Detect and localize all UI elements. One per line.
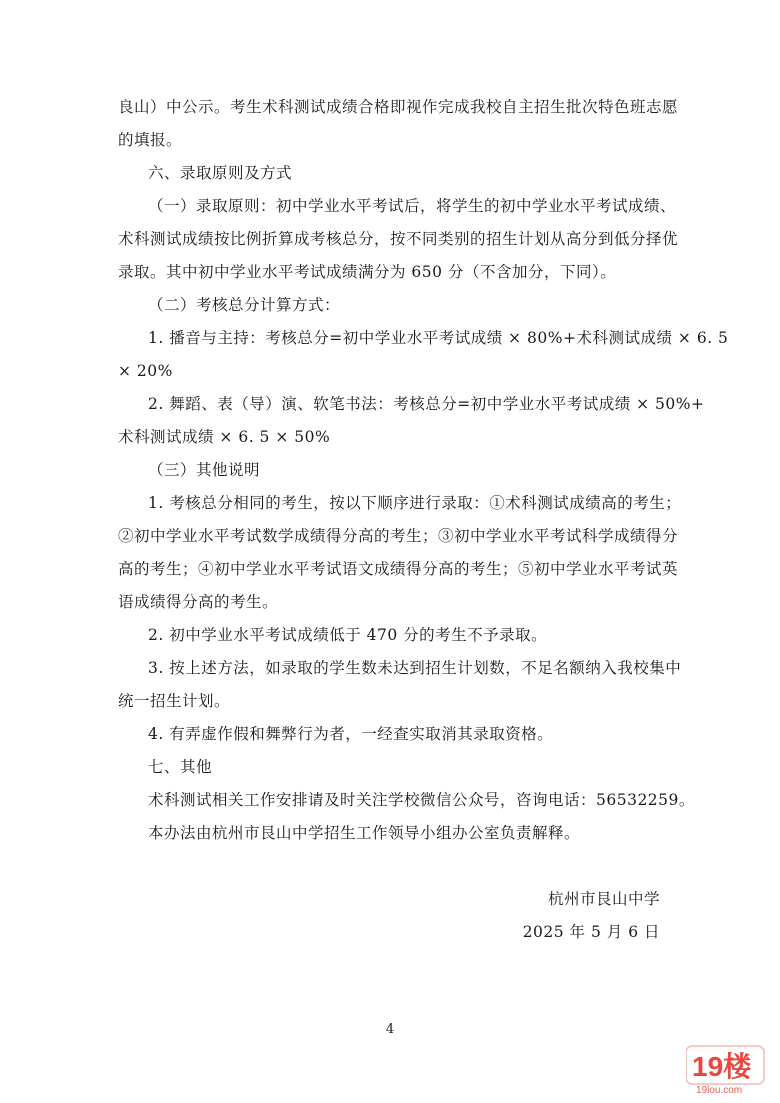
- body-line: 语成绩得分高的考生。: [118, 593, 279, 611]
- subsection-heading: （三）其他说明: [148, 461, 261, 479]
- subsection-heading: （二）考核总分计算方式：: [148, 296, 341, 314]
- body-line: 1. 播音与主持：考核总分=初中学业水平考试成绩 × 80%+术科测试成绩 × 6. 5: [148, 329, 729, 347]
- body-line: 术科测试成绩按比例折算成考核总分，按不同类别的招生计划从高分到低分择优: [118, 230, 679, 248]
- body-line: 统一招生计划。: [118, 692, 231, 710]
- site-watermark-logo: [686, 1044, 770, 1096]
- body-line: ②初中学业水平考试数学成绩得分高的考生；③初中学业水平考试科学成绩得分: [118, 527, 679, 545]
- body-line: × 20%: [118, 362, 173, 380]
- body-line: 高的考生；④初中学业水平考试语文成绩得分高的考生；⑤初中学业水平考试英: [118, 560, 679, 578]
- body-line: （一）录取原则：初中学业水平考试后，将学生的初中学业水平考试成绩、: [148, 197, 677, 215]
- section-heading: 六、录取原则及方式: [148, 164, 293, 182]
- body-line: 1. 考核总分相同的考生，按以下顺序进行录取：①术科测试成绩高的考生；: [148, 494, 682, 512]
- page-number: 4: [385, 1022, 395, 1037]
- body-line: 的填报。: [118, 131, 183, 149]
- body-line: 2. 舞蹈、表（导）演、软笔书法：考核总分=初中学业水平考试成绩 × 50%+: [148, 395, 705, 413]
- body-line: 2. 初中学业水平考试成绩低于 470 分的考生不予录取。: [148, 626, 548, 644]
- watermark-brand-text: 19楼: [692, 1051, 752, 1082]
- watermark-site-text: 19lou.com: [696, 1085, 743, 1096]
- body-line: 录取。其中初中学业水平考试成绩满分为 650 分（不含加分，下同）。: [118, 263, 617, 281]
- body-line: 3. 按上述方法，如录取的学生数未达到招生计划数，不足名额纳入我校集中: [148, 659, 682, 677]
- signature-school: 杭州市艮山中学: [547, 890, 660, 908]
- body-line: 术科测试成绩 × 6. 5 × 50%: [118, 428, 331, 446]
- body-line: 4. 有弄虚作假和舞弊行为者，一经查实取消其录取资格。: [148, 725, 554, 743]
- signature-date: 2025 年 5 月 6 日: [522, 923, 660, 941]
- body-line: 术科测试相关工作安排请及时关注学校微信公众号，咨询电话：56532259。: [148, 791, 695, 809]
- body-line: 本办法由杭州市艮山中学招生工作领导小组办公室负责解释。: [148, 824, 581, 842]
- section-heading: 七、其他: [148, 758, 213, 776]
- body-line: 良山）中公示。考生术科测试成绩合格即视作完成我校自主招生批次特色班志愿: [118, 98, 679, 116]
